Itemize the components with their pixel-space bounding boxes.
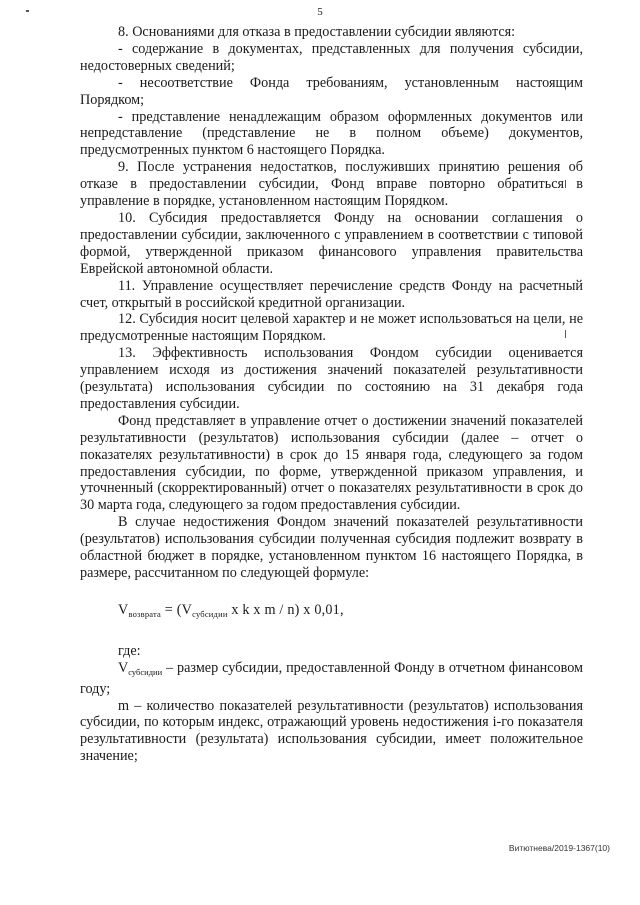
definition-text: – размер субсидии, предоставленной Фонду в отчетном финансовом году; — [80, 659, 583, 697]
paragraph-8-item-3: - представление ненадлежащим образом оформленных документов или непредставление (представление не в полном объеме) документов, предусмотренных пунктом 6 настоящего Порядка. — [80, 108, 583, 159]
definition-v-subsidy — [80, 660, 583, 698]
document-body — [80, 24, 583, 765]
definition-m — [80, 698, 583, 766]
spacer — [80, 623, 583, 643]
page-number: 5 — [317, 6, 323, 18]
formula-v2-sub: субсидии — [192, 608, 228, 619]
formula-v: V — [118, 601, 129, 618]
paragraph-report: Фонд представляет в управление отчет о достижении значений показателей результативности (результатов) использования субсидии (далее – отчет о показателях результативности) в срок до 15 января года, следующего за годом предоставления субсидии, по форме, утвержденной приказом управления, и уточненный (скорректированный) отчет о показателях результативности в срок до 30 марта года, следующего за годом предоставления субсидии. — [80, 412, 583, 514]
document-footer-code: Витютнева/2019-1367(10) — [508, 843, 610, 853]
paragraph-11: 11. Управление осуществляет перечисление средств Фонду на расчетный счет, открытый в российской кредитной организации. — [80, 277, 583, 311]
paragraph-8-item-1: - содержание в документах, представленных для получения субсидии, недостоверных сведений; — [80, 40, 583, 74]
paragraph-12: 12. Субсидия носит целевой характер и не может использоваться на цели, не предусмотренные настоящим Порядком. — [80, 311, 583, 345]
refund-formula — [80, 602, 583, 623]
paragraph-10: 10. Субсидия предоставляется Фонду на основании соглашения о предоставлении субсидии, заключенного с управлением в соответствии с типовой формой, утвержденной приказом финансового управления правительства Еврейской автономной области. — [80, 209, 583, 277]
formula-v-sub: возврата — [128, 608, 162, 619]
definition-symbol: V — [118, 659, 129, 676]
paragraph-refund: В случае недостижения Фондом значений показателей результативности (результатов) использования субсидии полученная субсидия подлежит возврату в областной бюджет в порядке, установленном пунктом 16 настоящего Порядка, в размере, рассчитанном по следующей формуле: — [80, 514, 583, 581]
paragraph-9: 9. После устранения недостатков, послуживших принятию решения об отказе в предоставлении субсидии, Фонд вправе повторно обратиться в управление в порядке, установленном настоящим Порядком. — [80, 159, 583, 210]
definition-text: – количество показателей результативности (результатов) использования субсидии, по которым индекс, отражающий уровень недостижения i-го показателя результативности (результата) использования субсидии, имеет положительное значение; — [80, 697, 583, 765]
paragraph-8-item-2: - несоответствие Фонда требованиям, установленным настоящим Порядком; — [80, 74, 583, 108]
where-label: где: — [118, 642, 141, 659]
paragraph-8: 8. Основаниями для отказа в предоставлении субсидии являются: — [118, 24, 516, 40]
formula-rest: x k x m / n) x 0,01, — [227, 601, 344, 618]
definition-symbol-sub: субсидии — [128, 666, 163, 677]
definition-symbol: m — [118, 697, 130, 714]
spacer — [80, 582, 583, 602]
paragraph-13: 13. Эффективность использования Фондом субсидии оценивается управлением исходя из достижения значений показателей результативности (результата) использования субсидии по состоянию на 31 декабря года предоставления субсидии. — [80, 345, 583, 412]
formula-eq: = (V — [161, 601, 193, 618]
